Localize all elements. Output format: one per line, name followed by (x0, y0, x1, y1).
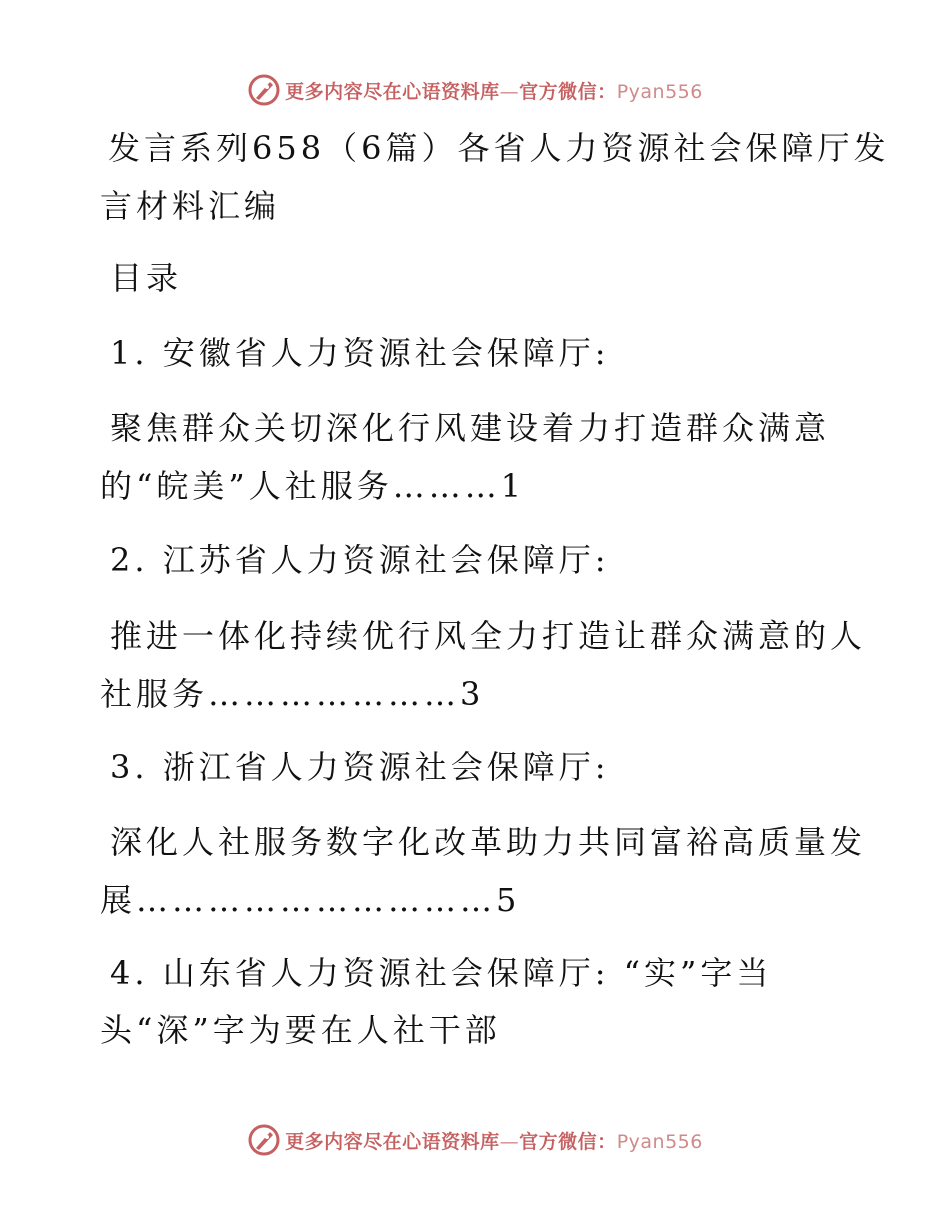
watermark-wechat-id: Pyan556 (616, 80, 703, 103)
watermark-dash: — (499, 1130, 520, 1153)
toc-entry-2-line-1: 推进一体化持续优行风全力打造让群众满意的人 (110, 617, 867, 655)
toc-entry-3-line-1: 深化人社服务数字化改革助力共同富裕高质量发 (110, 823, 867, 861)
toc-entry-1-line-1: 聚焦群众关切深化行风建设着力打造群众满意 (110, 409, 831, 447)
toc-entry-4-heading: 4. 山东省人力资源社会保障厅: “实”字当 (110, 954, 773, 992)
toc-entry-1-heading: 1. 安徽省人力资源社会保障厅: (110, 334, 610, 372)
header-watermark (0, 70, 950, 110)
watermark-site-text: 更多内容尽在心语资料库 (285, 1130, 500, 1153)
pen-nib-logo-icon (247, 73, 281, 107)
toc-heading: 目录 (110, 259, 183, 297)
watermark-wechat-label: 官方微信： (519, 80, 617, 103)
document-title-line-1: 发言系列658（6篇）各省人力资源社会保障厅发 (108, 129, 890, 167)
watermark-text (285, 1127, 703, 1154)
toc-entry-4-line-1: 头“深”字为要在人社干部 (100, 1011, 501, 1049)
toc-entry-3-heading: 3. 浙江省人力资源社会保障厅: (110, 748, 610, 786)
toc-entry-1-line-2: 的“皖美”人社服务………1 (100, 467, 526, 505)
watermark-wechat-id: Pyan556 (616, 1130, 703, 1153)
watermark-text (285, 77, 703, 104)
toc-entry-2-heading: 2. 江苏省人力资源社会保障厅: (110, 541, 610, 579)
document-title-line-2: 言材料汇编 (100, 187, 281, 225)
toc-entry-3-line-2: 展…………………………5 (100, 881, 521, 919)
footer-watermark (0, 1120, 950, 1160)
watermark-dash: — (499, 80, 520, 103)
toc-entry-2-line-2: 社服务…………………3 (100, 675, 485, 713)
watermark-wechat-label: 官方微信： (519, 1130, 617, 1153)
pen-nib-logo-icon (247, 1123, 281, 1157)
watermark-site-text: 更多内容尽在心语资料库 (285, 80, 500, 103)
